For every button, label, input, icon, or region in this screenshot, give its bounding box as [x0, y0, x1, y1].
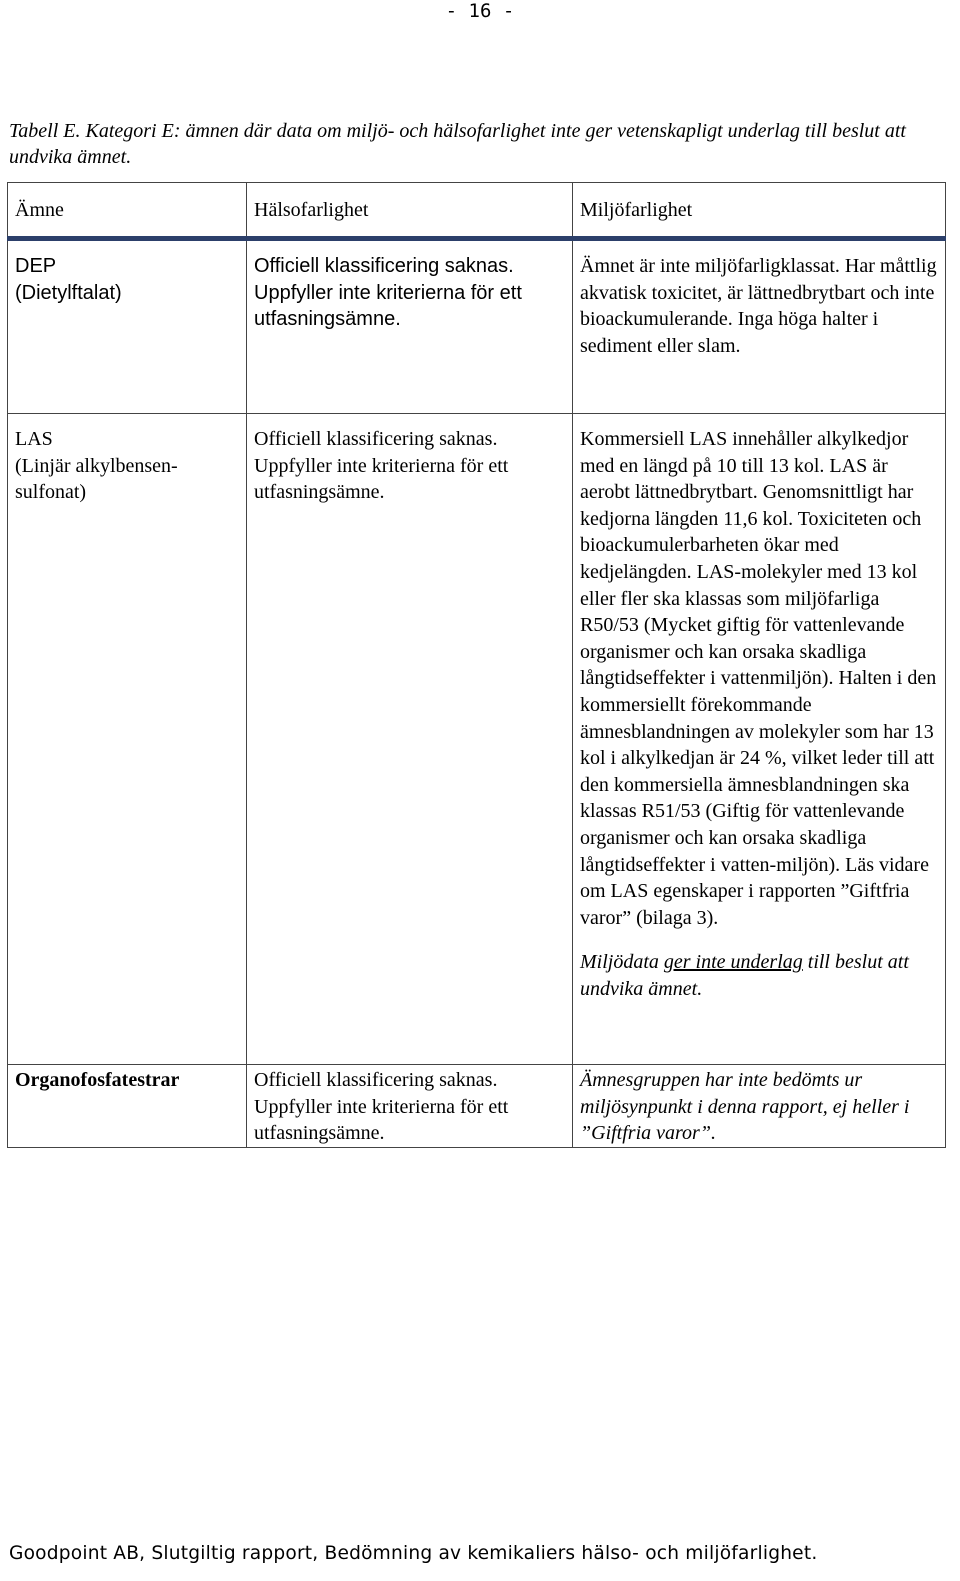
- substance-name: DEP: [15, 255, 57, 277]
- note-underlined-text: ger inte underlag: [663, 951, 803, 974]
- health-hazard-cell: [247, 1065, 573, 1148]
- substance-cell: [8, 414, 247, 1065]
- health-hazard-cell: [247, 239, 573, 414]
- table-caption: Tabell E. Kategori E: ämnen där data om miljö- och hälsofarlighet inte ger vetenskapligt underlag till beslut att undvika ämnet.: [9, 120, 906, 168]
- table-row: [8, 1065, 946, 1148]
- substance-name: Organofosfatestrar: [15, 1069, 180, 1091]
- substance-detail: (Linjär alkylbensen-sulfonat): [15, 454, 178, 504]
- page-number: - 16 -: [445, 0, 515, 22]
- note-text: till beslut att undvika ämnet.: [580, 951, 909, 1000]
- environmental-hazard-cell: [573, 414, 946, 1065]
- environmental-hazard-text: Ämnet är inte miljöfarligklassat. Har måttlig akvatisk toxicitet, är lättnedbrytbart och inte bioackumulerande. Inga höga halter i sediment eller slam.: [580, 255, 937, 357]
- environmental-hazard-cell: [573, 1065, 946, 1148]
- health-hazard-text: Officiell klassificering saknas. Uppfyller inte kriterierna för ett utfasningsämne.: [254, 1069, 509, 1145]
- substance-table: [7, 182, 946, 1148]
- header-substance: Ämne: [8, 183, 247, 239]
- environmental-hazard-cell: [573, 239, 946, 414]
- substance-name: LAS: [15, 428, 53, 450]
- health-hazard-text: Officiell klassificering saknas. Uppfyller inte kriterierna för ett utfasningsämne.: [254, 255, 522, 331]
- header-health-hazard: Hälsofarlighet: [247, 183, 573, 239]
- substance-cell: [8, 239, 247, 414]
- note-text: Miljödata: [580, 951, 664, 974]
- environmental-hazard-text: Kommersiell LAS innehåller alkylkedjor med en längd på 10 till 13 kol. LAS är aerobt lättnedbrytbart. Genomsnittligt har kedjorna längden 11,6 kol. Toxiciteten och bioackumulerbarheten ökar med kedjelängden. LAS-molekyler med 13 kol eller fler ska klassas som miljöfarliga R50/53 (Mycket giftig för vattenlevande organismer och kan orsaka skadliga långtidseffekter i vattenmiljön). Halten i den kommersiellt förekommande ämnesblandningen av molekyler som har 13 kol i alkylkedjan är 24 %, vilket leder till att den kommersiella ämnesblandningen ska klassas R51/53 (Giftig för vattenlevande organismer och kan orsaka skadliga långtidseffekter i vatten-miljön). Läs vidare om LAS egenskaper i rapporten ”Giftfria varor” (bilaga 3).: [580, 428, 937, 929]
- assessment-note: [580, 949, 939, 1002]
- environmental-hazard-text: Ämnesgruppen har inte bedömts ur miljösynpunkt i denna rapport, ej heller i ”Giftfria varor”.: [580, 1069, 910, 1145]
- table-row: [8, 239, 946, 414]
- table-header-row: [8, 183, 946, 239]
- health-hazard-cell: [247, 414, 573, 1065]
- substance-detail: (Dietylftalat): [15, 281, 122, 304]
- page-footer: Goodpoint AB, Slutgiltig rapport, Bedömning av kemikaliers hälso- och miljöfarlighet.: [9, 1543, 818, 1564]
- table-row: [8, 414, 946, 1065]
- health-hazard-text: Officiell klassificering saknas. Uppfyller inte kriterierna för ett utfasningsämne.: [254, 428, 509, 504]
- header-environmental-hazard: Miljöfarlighet: [573, 183, 946, 239]
- substance-cell: [8, 1065, 247, 1148]
